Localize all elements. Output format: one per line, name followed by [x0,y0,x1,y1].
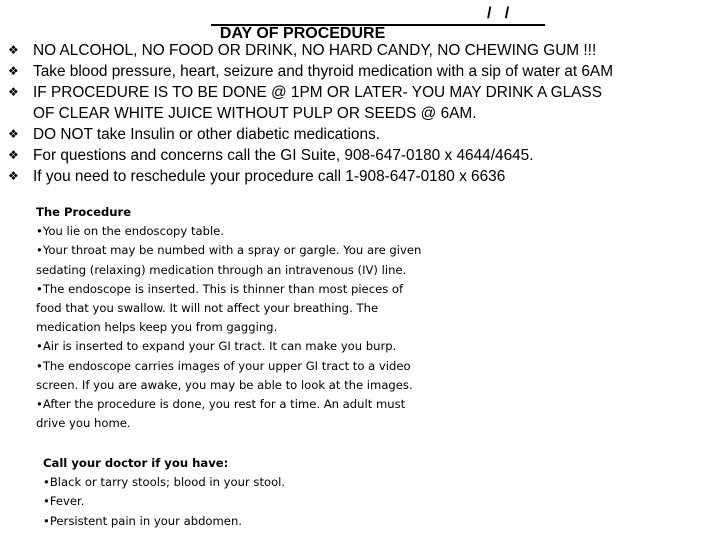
section-line: •Your throat may be numbed with a spray or gargle. You are given [36,243,422,258]
instruction-item [8,124,720,145]
instruction-text: Take blood pressure, heart, seizure and thyroid medication with a sip of water at 6AM [33,63,614,80]
diamond-bullet-icon: ❖ [8,85,19,99]
page-title [211,4,545,42]
section-line: medication helps keep you from gagging. [36,320,278,335]
instruction-text: DO NOT take Insulin or other diabetic medications. [33,126,381,143]
section-line: •Fever. [43,494,85,509]
section-line: drive you home. [36,416,131,431]
section-line: food that you swallow. It will not affect your breathing. The [36,301,379,316]
section-heading: The Procedure [36,205,132,219]
instruction-item [8,145,720,166]
section-line: screen. If you are awake, you may be able to look at the images. [36,377,413,392]
section-line: sedating (relaxing) medication through an intravenous (IV) line. [36,262,407,277]
procedure-section [36,203,476,433]
instruction-text: NO ALCOHOL, NO FOOD OR DRINK, NO HARD CANDY, NO CHEWING GUM !!! [33,42,597,59]
section-line: •Air is inserted to expand your GI tract. It can make you burp. [36,339,397,354]
section-line: •Persistent pain in your abdomen. [43,513,242,528]
diamond-bullet-icon: ❖ [8,64,19,78]
instruction-item [8,82,720,103]
instruction-text: IF PROCEDURE IS TO BE DONE @ 1PM OR LATER- YOU MAY DRINK A GLASS [33,84,602,101]
section-line: •The endoscope carries images of your upper GI tract to a video [36,358,411,373]
section-line: •Black or tarry stools; blood in your stool. [43,475,286,490]
instruction-item [8,40,720,61]
instruction-text: For questions and concerns call the GI Suite, 908-647-0180 x 4644/4645. [33,147,534,164]
section-line: •After the procedure is done, you rest for a time. An adult must [36,397,406,412]
call-doctor-section [43,454,483,531]
instruction-text: If you need to reschedule your procedure call 1-908-647-0180 x 6636 [33,168,506,185]
instruction-item [8,61,720,82]
diamond-bullet-icon: ❖ [8,169,19,183]
diamond-bullet-icon: ❖ [8,43,19,57]
diamond-bullet-icon: ❖ [8,148,19,162]
diamond-bullet-icon: ❖ [8,127,19,141]
section-heading: Call your doctor if you have: [43,456,229,470]
section-line: •The endoscope is inserted. This is thinner than most pieces of [36,281,404,296]
instruction-item [8,103,720,124]
instruction-item [8,166,720,187]
instruction-text: OF CLEAR WHITE JUICE WITHOUT PULP OR SEEDS @ 6AM. [33,105,477,122]
section-line: •You lie on the endoscopy table. [36,224,225,239]
date-field: / / [487,5,510,22]
title-text: DAY OF PROCEDURE [219,25,386,42]
instruction-list [8,40,720,187]
